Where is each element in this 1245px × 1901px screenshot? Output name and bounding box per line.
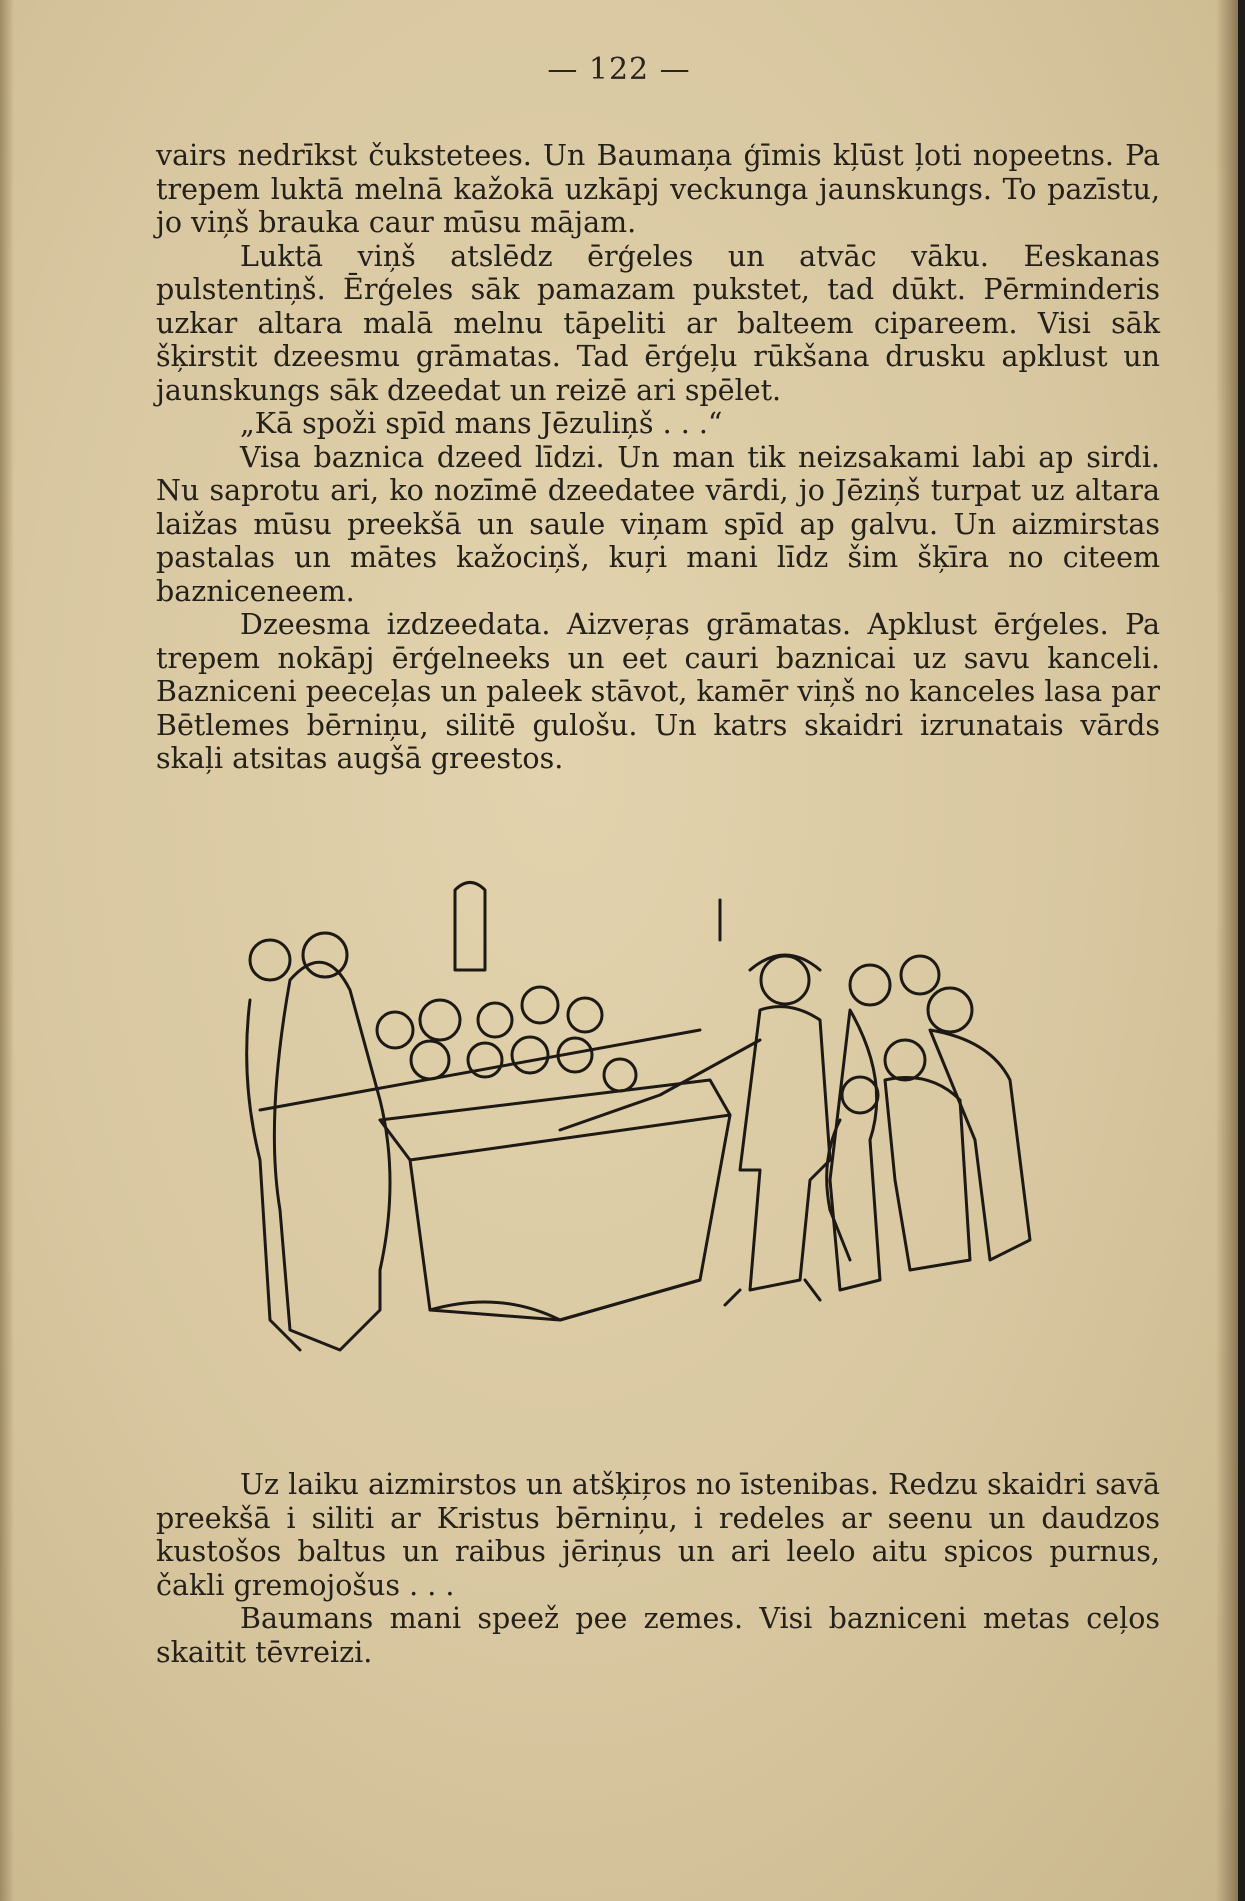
text-block-top xyxy=(156,139,1160,776)
paragraph: Visa baznica dzeed līdzi. Un man tik neizsakami labi ap sirdi. Nu saprotu ari, ko nozīmē dzeedatee vārdi, jo Jēziņš turpat uz altara laižas mūsu preekšā un saule viņam spīd ap galvu. Un aizmirstas pastalas un mātes kažociņš, kuŗi mani līdz šim šķīra no citeem bazniceneem. xyxy=(156,440,1160,608)
text-block-bottom xyxy=(156,1468,1160,1669)
paragraph: Dzeesma izdzeedata. Aizveŗas grāmatas. Apklust ērģeles. Pa trepem nokāpj ērģelneeks un eet cauri baznicai uz savu kanceli. Bazniceni peeceļas un paleek stāvot, kamēr viņš no kanceles lasa par Bētlemes bērniņu, silitē gulošu. Un katrs skaidri izrunatais vārds skaļi atsitas augšā greestos. xyxy=(156,608,1160,775)
page-number: — 122 — xyxy=(547,52,691,87)
song-quote: „Kā spoži spīd mans Jēzuliņš . . .“ xyxy=(240,407,723,440)
paragraph: Luktā viņš atslēdz ērģeles un atvāc vāku. Eeskanas pulstentiņš. Ērģeles sāk pamazam pukstet, tad dūkt. Pērminderis uzkar altara malā melnu tāpeliti ar balteem cipareem. Visi sāk šķirstit dzeesmu grāmatas. Tad ērģeļu rūkšana drusku apklust un jaunskungs sāk dzeedat un reizē ari spēlet. xyxy=(156,239,1160,407)
paragraph: Baumans mani speež pee zemes. Visi bazniceni metas ceļos skaitit tēvreizi. xyxy=(156,1602,1160,1669)
paragraph: Uz laiku aizmirstos un atšķiŗos no īstenibas. Redzu skaidri savā preekšā i siliti ar Kristus bērniņu, i redeles ar seenu un daudzos kustošos baltus un raibus jēriņus un ari leelo aitu spicos purnus, čakli gremojošus . . . xyxy=(156,1468,1160,1602)
church-illustration xyxy=(230,880,1060,1440)
page-edge-right xyxy=(1216,0,1238,1901)
illustration-drawing xyxy=(230,880,1060,1440)
paragraph: vairs nedrīkst čukstetees. Un Baumaņa ģīmis kļūst ļoti nopeetns. Pa trepem luktā melnā kažokā uzkāpj veckunga jaunskungs. To pazīstu, jo viņš brauka caur mūsu mājam. xyxy=(156,139,1160,239)
page-edge-left xyxy=(0,0,14,1901)
